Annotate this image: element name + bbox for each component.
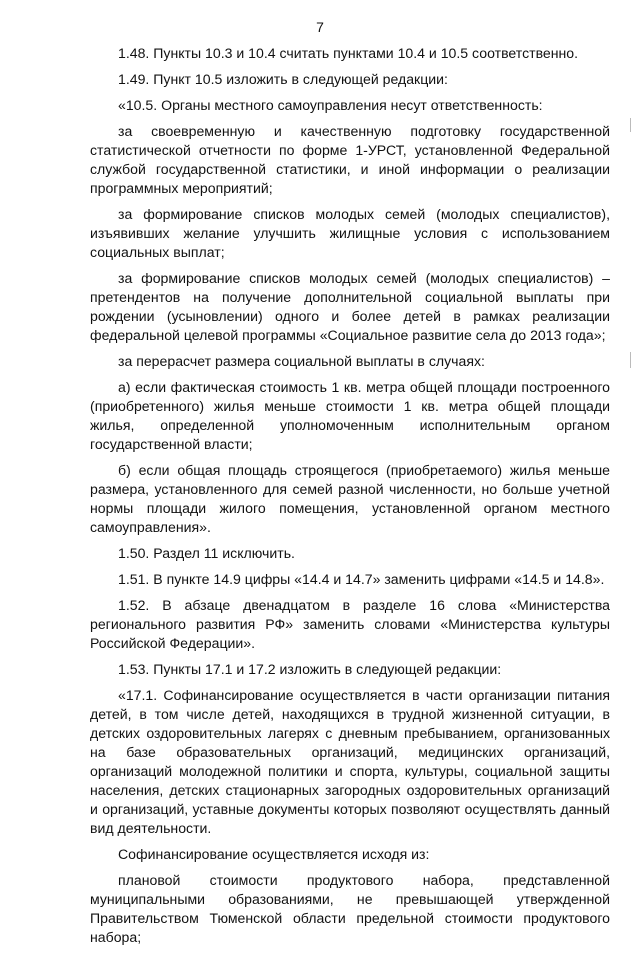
scan-edge-mark: [630, 118, 631, 132]
paragraph-recalculation-a: а) если фактическая стоимость 1 кв. метра общей площади построенного (приобретенного) жилья меньше стоимости 1 кв. метра общей площади жилья, определенной уполномоченным исполнительным органом государственной власти;: [90, 379, 610, 452]
page-number: 7: [316, 19, 324, 35]
paragraph-1-49: 1.49. Пункт 10.5 изложить в следующей редакции:: [118, 71, 448, 87]
paragraph-recalculation-b: б) если общая площадь строящегося (приобретаемого) жилья меньше размера, установленного для семей разной численности, но больше учетной нормы площади жилого помещения, установленной органом местного самоуправления».: [90, 462, 610, 535]
paragraph-young-families-lists: за формирование списков молодых семей (молодых специалистов), изъявивших желание улучшить жилищные условия с использованием социальных выплат;: [90, 206, 610, 260]
scan-edge-mark: [630, 352, 631, 368]
paragraph-1-48: 1.48. Пункты 10.3 и 10.4 считать пунктами 10.4 и 10.5 соответственно.: [118, 45, 579, 61]
paragraph-17-1: «17.1. Софинансирование осуществляется в части организации питания детей, в том числе детей, находящихся в трудной жизненной ситуации, в детских оздоровительных лагерях с дневным пребыванием, организованных на базе образовательных организаций, медицинских организаций, организаций молодежной политики и спорта, культуры, социальной защиты населения, детских стационарных загородных оздоровительных организаций и организаций, уставные документы которых позволяют осуществлять данный вид деятельности.: [90, 687, 610, 836]
paragraph-1-52: 1.52. В абзаце двенадцатом в разделе 16 слова «Министерства регионального развития РФ» заменить словами «Министерства культуры Российской Федерации».: [90, 597, 610, 651]
paragraph-10-5-intro: «10.5. Органы местного самоуправления несут ответственность:: [118, 97, 543, 113]
paragraph-additional-payment-lists: за формирование списков молодых семей (молодых специалистов) – претендентов на получение дополнительной социальной выплаты при рождении (усыновлении) одного и более детей в рамках реализации федеральной целевой программы «Социальное развитие села до 2013 года»;: [90, 270, 610, 343]
paragraph-statistics-responsibility: за своевременную и качественную подготовку государственной статистической отчетности по форме 1-УРСТ, установленной Федеральной службой государственной статистики, и иной информации о реализации программных мероприятий;: [90, 123, 610, 196]
document-body: [90, 44, 610, 954]
paragraph-recalculation-intro: за перерасчет размера социальной выплаты в случаях:: [118, 353, 485, 369]
paragraph-1-53: 1.53. Пункты 17.1 и 17.2 изложить в следующей редакции:: [118, 661, 502, 677]
paragraph-1-51: 1.51. В пункте 14.9 цифры «14.4 и 14.7» заменить цифрами «14.5 и 14.8».: [118, 571, 605, 587]
paragraph-cofinancing-basis: Софинансирование осуществляется исходя из:: [118, 846, 430, 862]
paragraph-planned-cost: плановой стоимости продуктового набора, представленной муниципальными образованиями, не превышающей утвержденной Правительством Тюменской области предельной стоимости продуктового набора;: [90, 872, 610, 945]
paragraph-1-50: 1.50. Раздел 11 исключить.: [118, 545, 295, 561]
